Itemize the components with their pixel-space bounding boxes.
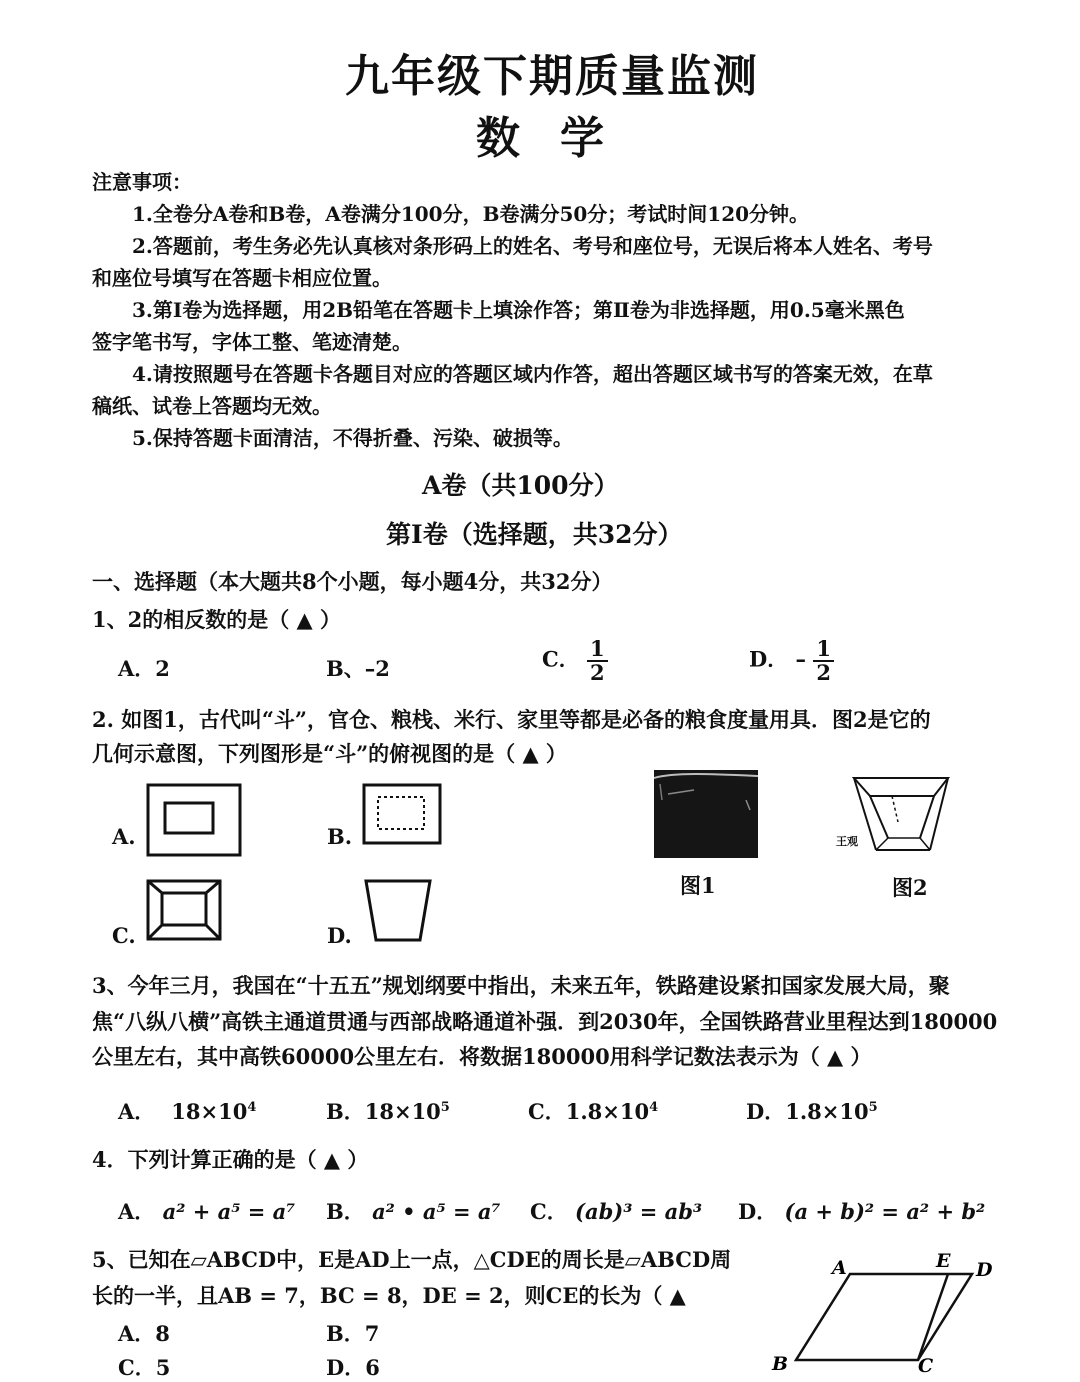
q2-figure-2-caption: 图2 [892,875,928,900]
q2-line-2: 几何示意图，下列图形是“斗”的俯视图的是（ ▲ ） [92,741,567,766]
q3-line-2: 焦“八纵八横”高铁主通道贯通与西部战略通道补强．到2030年，全国铁路营业里程达到180000 [92,1009,998,1034]
q4-option-d [738,1196,985,1226]
q1-stem: 1、2的相反数的是（ ▲ ） [92,607,341,632]
subject-title: 数学 [476,113,644,164]
q4-option-b-label: B． [326,1199,365,1224]
q2-option-a-label: A. [112,824,136,849]
q1-option-d-fraction [813,638,834,684]
q2-option-c-label: C. [112,923,136,948]
vertex-e-label: E [936,1250,951,1272]
q5-option-b: B．7 [326,1321,380,1346]
notice-item-5: 5.保持答题卡面清洁，不得折叠、污染、破损等。 [132,426,573,450]
q3-option-b-base: 18×10 [364,1099,441,1124]
q3-option-c-base: 1.8×10 [565,1099,650,1124]
q3-option-b-exp: 5 [440,1100,450,1115]
q4-option-d-label: D． [738,1199,778,1224]
q4-option-b [326,1196,501,1226]
q3-line-1: 3、今年三月，我国在“十五五”规划纲要中指出，未来五年，铁路建设紧扣国家发展大局，聚 [92,973,950,998]
q3-option-c-exp: 4 [649,1100,659,1115]
q2-line-1: 2. 如图1，古代叫“斗”，官仓、粮栈、米行、家里等都是必备的粮食度量用具．图2是它的 [92,707,931,732]
q5-option-c: C．5 [118,1355,171,1380]
q3-option-a-exp: 4 [247,1100,257,1115]
q4-option-b-expr: a² • a⁵ = a⁷ [372,1199,501,1224]
vertex-d-label: D [976,1259,993,1281]
section-1-heading: 一、选择题（本大题共8个小题，每小题4分，共32分） [92,569,613,594]
q2-option-b-figure [362,783,442,845]
q1-option-c-label: C． [542,646,580,672]
q2-figure-2-note: 王观 [836,835,858,848]
notice-item-4: 4.请按照题号在答题卡各题目对应的答题区域内作答，超出答题区域书写的答案无效，在草 [132,362,933,386]
q4-option-c-expr: (ab)³ = ab³ [575,1199,703,1224]
part-1-title: 第Ⅰ卷（选择题，共32分） [386,520,683,549]
q5-option-d: D．6 [326,1355,380,1380]
q2-option-a-figure [146,783,242,857]
notice-item-4-cont: 稿纸、试卷上答题均无效。 [92,394,332,418]
q1-option-a: A．2 [118,656,170,681]
q4-option-d-expr: (a + b)² = a² + b² [784,1199,986,1224]
q5-line-1: 5、已知在▱ABCD中，E是AD上一点，△CDE的周长是▱ABCD周 [92,1247,732,1272]
q2-option-b-label: B. [327,824,353,849]
q3-line-3: 公里左右，其中高铁60000公里左右．将数据180000用科学记数法表示为（ ▲ ） [92,1044,872,1069]
q4-option-c-label: C． [530,1199,568,1224]
q2-figure-1-caption: 图1 [680,873,716,898]
parallelogram-abcd [796,1274,972,1360]
q1-d-denominator: 2 [816,660,831,686]
q1-option-c-fraction [587,638,608,684]
vertex-b-label: B [772,1353,789,1375]
q1-option-b: B、–2 [326,656,390,681]
q2-option-d-label: D. [327,923,352,948]
notice-item-3: 3.第Ⅰ卷为选择题，用2B铅笔在答题卡上填涂作答；第Ⅱ卷为非选择题，用0.5毫米黑色 [132,298,905,322]
q4-option-c [530,1196,702,1226]
q1-option-c [542,638,608,684]
paper-a-title: A卷（共100分） [422,471,619,500]
q4-stem: 4．下列计算正确的是（ ▲ ） [92,1147,369,1172]
q3-option-a-label: A． [118,1099,156,1124]
q4-option-a-label: A． [118,1199,156,1224]
vertex-c-label: C [918,1355,934,1376]
notice-item-2-cont: 和座位号填写在答题卡相应位置。 [92,266,392,290]
exam-title: 九年级下期质量监测 [345,51,759,102]
q3-option-c [528,1096,658,1126]
q2-figure-1-photo [654,770,758,858]
notice-item-1: 1.全卷分A卷和B卷，A卷满分100分，B卷满分50分；考试时间120分钟。 [132,202,810,226]
q1-d-numerator: 1 [813,638,834,662]
q3-option-b [326,1096,450,1126]
q3-option-b-label: B． [326,1099,365,1124]
q1-c-denominator: 2 [590,660,605,686]
q1-option-d-label: D． [749,646,789,672]
q3-option-a-base: 18×10 [171,1099,248,1124]
q1-c-numerator: 1 [587,638,608,662]
notice-heading: 注意事项： [92,170,192,194]
vertex-a-label: A [832,1257,847,1279]
q4-option-a [118,1196,295,1226]
q3-option-a [118,1096,256,1126]
notice-item-3-cont: 签字笔书写，字体工整、笔迹清楚。 [92,330,412,354]
q1-option-d-sign: – [795,646,807,672]
q5-option-a: A．8 [118,1321,170,1346]
q2-option-c-figure [146,879,222,941]
notice-item-2: 2.答题前，考生务必先认真核对条形码上的姓名、考号和座位号，无误后将本人姓名、考号 [132,234,933,258]
q1-option-d [749,638,834,684]
q3-option-d-base: 1.8×10 [785,1099,869,1124]
q3-option-d-exp: 5 [868,1100,878,1115]
q5-parallelogram-figure [768,1248,998,1376]
q2-option-d-figure [363,878,433,944]
q3-option-c-label: C． [528,1099,566,1124]
q4-option-a-expr: a² + a⁵ = a⁷ [162,1199,296,1224]
segment-ce [918,1274,948,1360]
q3-option-d-label: D． [746,1099,786,1124]
q5-line-2: 长的一半，且AB = 7，BC = 8，DE = 2，则CE的长为（ ▲ [92,1283,686,1308]
q3-option-d [746,1096,878,1126]
